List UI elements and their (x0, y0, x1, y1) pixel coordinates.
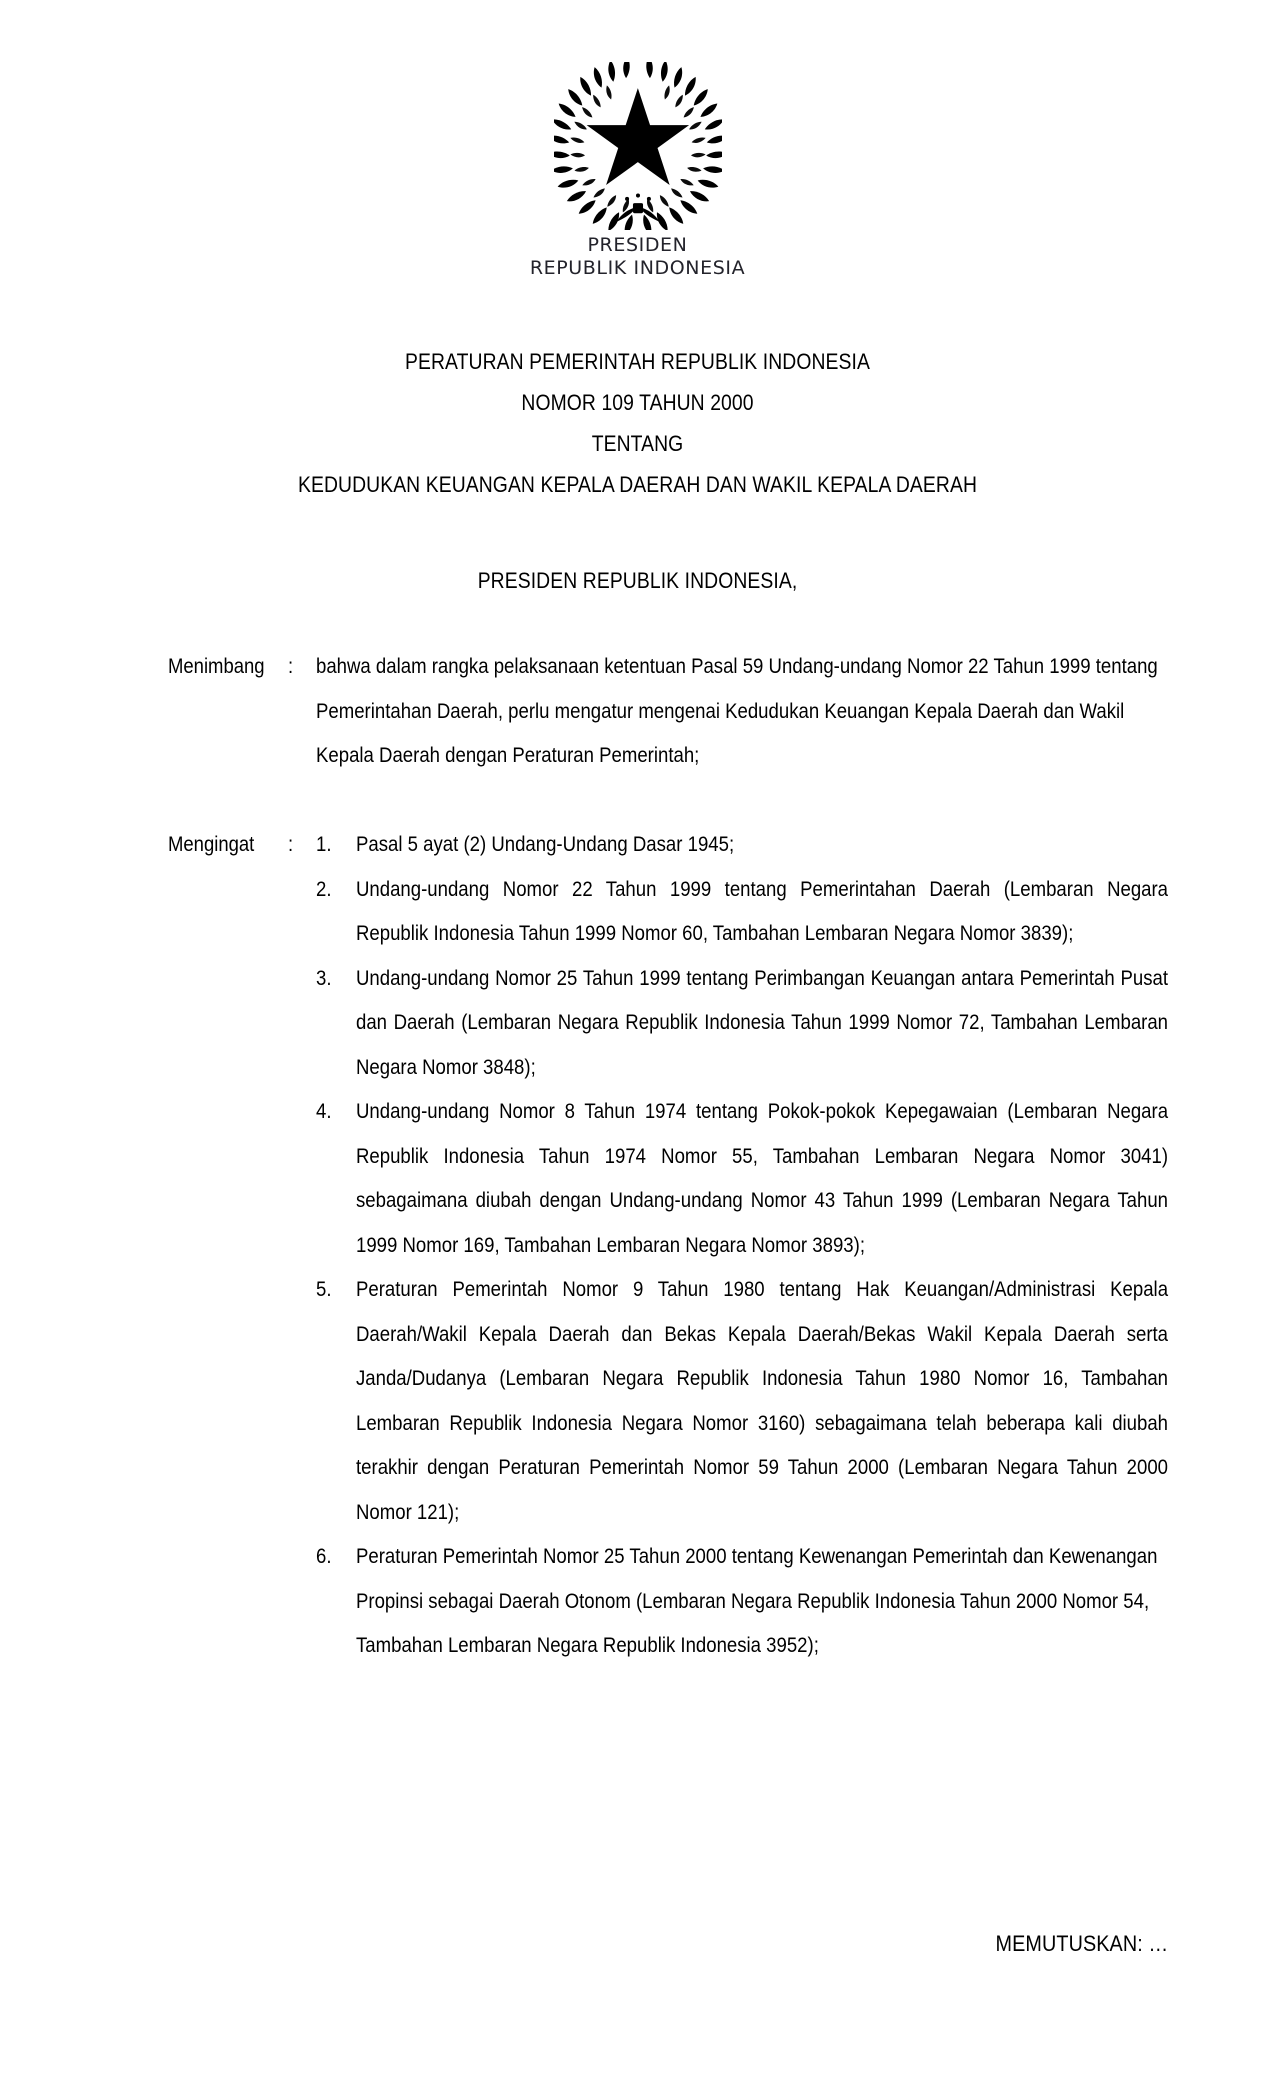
list-item-marker: 6. (316, 1545, 332, 1568)
mengingat-body (316, 823, 1168, 1669)
menimbang-text: bahwa dalam rangka pelaksanaan ketentuan Pasal 59 Undang-undang Nomor 22 Tahun 1999 tentang Pemerintahan Daerah, perlu mengatur mengenai Kedudukan Keuangan Kepala Daerah dan Wakil Kepala Daerah dengan Peraturan Pemerintah; (316, 655, 1158, 767)
list-item-marker: 5. (316, 1278, 332, 1301)
title-line-subject: KEDUDUKAN KEUANGAN KEPALA DAERAH DAN WAKIL KEPALA DAERAH (297, 472, 978, 497)
clause-mengingat (168, 823, 1168, 1669)
clause-menimbang (168, 645, 1168, 779)
salutation-line: PRESIDEN REPUBLIK INDONESIA, (477, 568, 798, 593)
emblem-caption-line2: REPUBLIK INDONESIA (529, 257, 746, 279)
menimbang-label: Menimbang (168, 655, 265, 678)
emblem-caption (530, 234, 745, 280)
emblem-caption-line1: PRESIDEN (587, 234, 688, 256)
emblem-block (0, 62, 1275, 280)
list-item (316, 1268, 1168, 1535)
mengingat-list (316, 823, 1168, 1669)
mengingat-colon: : (288, 833, 294, 856)
list-item-text: Undang-undang Nomor 8 Tahun 1974 tentang Pokok-pokok Kepegawaian (Lembaran Negara Republik Indonesia Tahun 1974 Nomor 55, Tambahan Lembaran Negara Nomor 3041) sebagaimana diubah dengan Undang-undang Nomor 43 Tahun 1999 (Lembaran Negara Tahun 1999 Nomor 169, Tambahan Lembaran Negara Nomor 3893); (356, 1100, 1169, 1257)
menimbang-body (316, 645, 1168, 779)
list-item (316, 1090, 1168, 1268)
list-item-text: Undang-undang Nomor 22 Tahun 1999 tentang Pemerintahan Daerah (Lembaran Negara Republik Indonesia Tahun 1999 Nomor 60, Tambahan Lembaran Negara Nomor 3839); (356, 877, 1169, 945)
list-item-text: Peraturan Pemerintah Nomor 25 Tahun 2000 tentang Kewenangan Pemerintah dan Kewenangan Propinsi sebagai Daerah Otonom (Lembaran Negara Republik Indonesia Tahun 2000 Nomor 54, Tambahan Lembaran Negara Republik Indonesia 3952); (356, 1545, 1158, 1657)
title-line-tentang: TENTANG (591, 431, 684, 456)
list-item-text: Undang-undang Nomor 25 Tahun 1999 tentang Perimbangan Keuangan antara Pemerintah Pusat dan Daerah (Lembaran Negara Republik Indonesia Tahun 1999 Nomor 72, Tambahan Lembaran Negara Nomor 3848); (356, 966, 1169, 1079)
list-item-marker: 1. (316, 833, 332, 856)
document-title-block (0, 341, 1275, 505)
list-item-marker: 3. (316, 966, 332, 990)
list-item-marker: 4. (316, 1100, 332, 1123)
list-item-text: Pasal 5 ayat (2) Undang-Undang Dasar 1945; (356, 833, 735, 856)
title-line-number: NOMOR 109 TAHUN 2000 (521, 390, 754, 415)
list-item-text: Peraturan Pemerintah Nomor 9 Tahun 1980 tentang Hak Keuangan/Administrasi Kepala Daerah/Wakil Kepala Daerah dan Bekas Kepala Daerah/Bekas Wakil Kepala Daerah serta Janda/Dudanya (Lembaran Negara Republik Indonesia Tahun 1980 Nomor 16, Tambahan Lembaran Republik Indonesia Negara Nomor 3160) sebagaimana telah beberapa kali diubah terakhir dengan Peraturan Pemerintah Nomor 59 Tahun 2000 (Lembaran Negara Tahun 2000 Nomor 121); (356, 1278, 1169, 1524)
list-item-marker: 2. (316, 877, 332, 901)
indonesia-presidential-seal-icon (554, 62, 722, 230)
footer-continuation: MEMUTUSKAN: … (995, 1931, 1168, 1956)
list-item (316, 823, 1168, 868)
list-item (316, 957, 1168, 1091)
title-line-regulation: PERATURAN PEMERINTAH REPUBLIK INDONESIA (405, 349, 870, 374)
menimbang-colon: : (288, 655, 294, 678)
list-item (316, 868, 1168, 957)
mengingat-label: Mengingat (168, 833, 255, 856)
list-item (316, 1535, 1168, 1669)
